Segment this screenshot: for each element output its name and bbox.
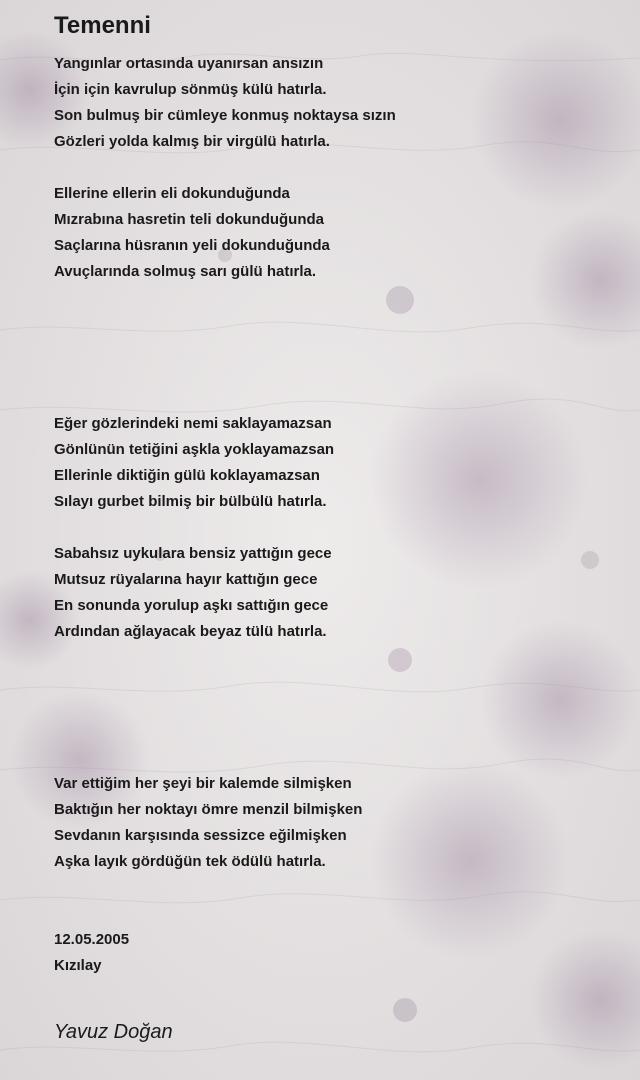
poem-line: Aşka layık gördüğün tek ödülü hatırla.: [54, 853, 326, 870]
poem-line: Ellerinle diktiğin gülü koklayamazsan: [54, 467, 320, 484]
poem-line: Sılayı gurbet bilmiş bir bülbülü hatırla.: [54, 493, 327, 510]
poem-line: Baktığın her noktayı ömre menzil bilmişken: [54, 801, 363, 818]
poem-line: Yangınlar ortasında uyanırsan ansızın: [54, 55, 324, 72]
stanza-1: [54, 51, 396, 155]
poem-place: Kızılay: [54, 957, 102, 974]
stanza-4: [54, 541, 332, 645]
poem-line: Sabahsız uykulara bensiz yattığın gece: [54, 545, 332, 562]
stanza-3: [54, 411, 334, 515]
poem-line: Var ettiğim her şeyi bir kalemde silmişken: [54, 775, 352, 792]
poem-line: Mızrabına hasretin teli dokunduğunda: [54, 211, 325, 228]
poem-line: Avuçlarında solmuş sarı gülü hatırla.: [54, 263, 317, 280]
poem-title: Temenni: [54, 12, 151, 39]
poem-date: 12.05.2005: [54, 931, 130, 948]
poem-line: Sevdanın karşısında sessizce eğilmişken: [54, 827, 347, 844]
poem-date-place: [54, 927, 129, 979]
stanza-2: [54, 181, 330, 285]
poem-line: Eğer gözlerindeki nemi saklayamazsan: [54, 415, 332, 432]
poem-line: Son bulmuş bir cümleye konmuş noktaysa sızın: [54, 107, 396, 124]
stanza-5: [54, 771, 362, 875]
poem-line: Saçlarına hüsranın yeli dokunduğunda: [54, 237, 330, 254]
poem-line: Ardından ağlayacak beyaz tülü hatırla.: [54, 623, 327, 640]
author-signature: Yavuz Doğan: [54, 1021, 173, 1043]
poem-line: Gözleri yolda kalmış bir virgülü hatırla.: [54, 133, 330, 150]
poem-line: Gönlünün tetiğini aşkla yoklayamazsan: [54, 441, 335, 458]
poem-line: İçin için kavrulup sönmüş külü hatırla.: [54, 81, 327, 98]
poem-line: Ellerine ellerin eli dokunduğunda: [54, 185, 290, 202]
poem-line: En sonunda yorulup aşkı sattığın gece: [54, 597, 329, 614]
poem-line: Mutsuz rüyalarına hayır kattığın gece: [54, 571, 318, 588]
